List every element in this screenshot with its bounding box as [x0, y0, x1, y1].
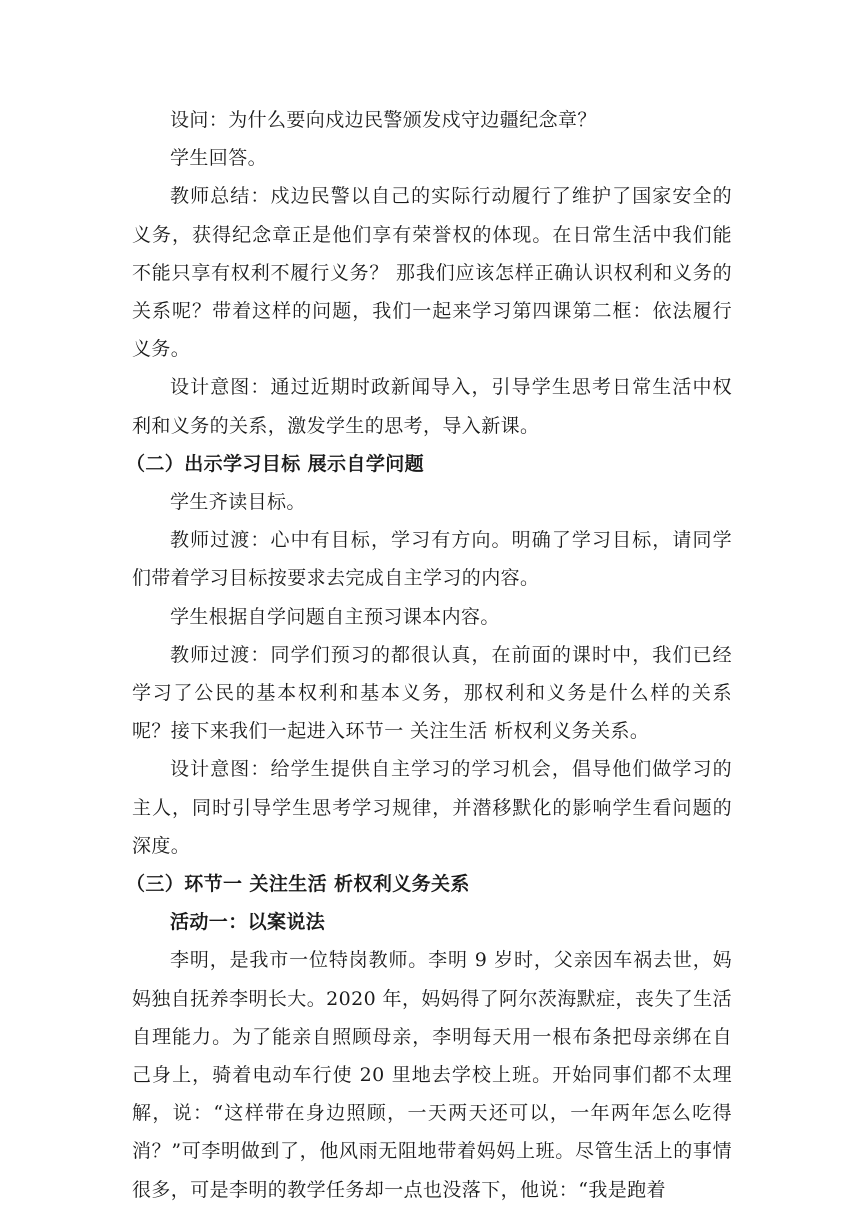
design-intent-paragraph-2: 设计意图：给学生提供自主学习的学习机会，倡导他们做学习的主人，同时引导学生思考学习规律，并潜移默化的影响学生看问题的深度。	[132, 758, 732, 857]
teacher-transition-paragraph: 教师过渡：心中有目标，学习有方向。明确了学习目标，请同学们带着学习目标按要求去完成自主学习的内容。	[132, 529, 732, 590]
section-heading-2: （二）出示学习目标 展示自学问题	[126, 452, 425, 475]
activity-heading: 活动一：以案说法	[170, 911, 326, 934]
self-study-paragraph: 学生根据自学问题自主预习课本内容。	[170, 605, 500, 628]
question-paragraph: 设问：为什么要向戍边民警颁发戍守边疆纪念章？	[170, 109, 597, 131]
students-read-goals-paragraph: 学生齐读目标。	[170, 491, 306, 514]
case-story-paragraph: 李明，是我市一位特岗教师。李明 9 岁时，父亲因车祸去世，妈妈独自抚养李明长大。2020 年，妈妈得了阿尔茨海默症，丧失了生活自理能力。为了能亲自照顾母亲，李明每天用一根布条把母亲绑在自己身上，骑着电动车行使 20 里地去学校上班。开始同事们都不太理解，说：“这样带在身边照顾，一天两天还可以，一年两年怎么吃得消？”可李明做到了，他风雨无阻地带着妈妈上班。尽管生活上的事情很多，可是李明的教学任务却一点也没落下，他说：“我是跑着	[132, 949, 732, 1201]
student-answer-paragraph: 学生回答。	[170, 147, 268, 170]
teacher-summary-paragraph: 教师总结：戍边民警以自己的实际行动履行了维护了国家安全的义务，获得纪念章正是他们享有荣誉权的体现。在日常生活中我们能不能只享有权利不履行义务？ 那我们应该怎样正确认识权利和义务的关系呢？带着这样的问题，我们一起来学习第四课第二框：依法履行义务。	[132, 185, 732, 361]
design-intent-paragraph: 设计意图：通过近期时政新闻导入，引导学生思考日常生活中权利和义务的关系，激发学生的思考，导入新课。	[132, 376, 732, 437]
document-page	[126, 101, 732, 1209]
section-heading-3: （三）环节一 关注生活 析权利义务关系	[126, 873, 470, 896]
teacher-transition-paragraph-2: 教师过渡：同学们预习的都很认真，在前面的课时中，我们已经学习了公民的基本权利和基本义务，那权利和义务是什么样的关系呢？接下来我们一起进入环节一 关注生活 析权利义务关系。	[132, 643, 732, 743]
